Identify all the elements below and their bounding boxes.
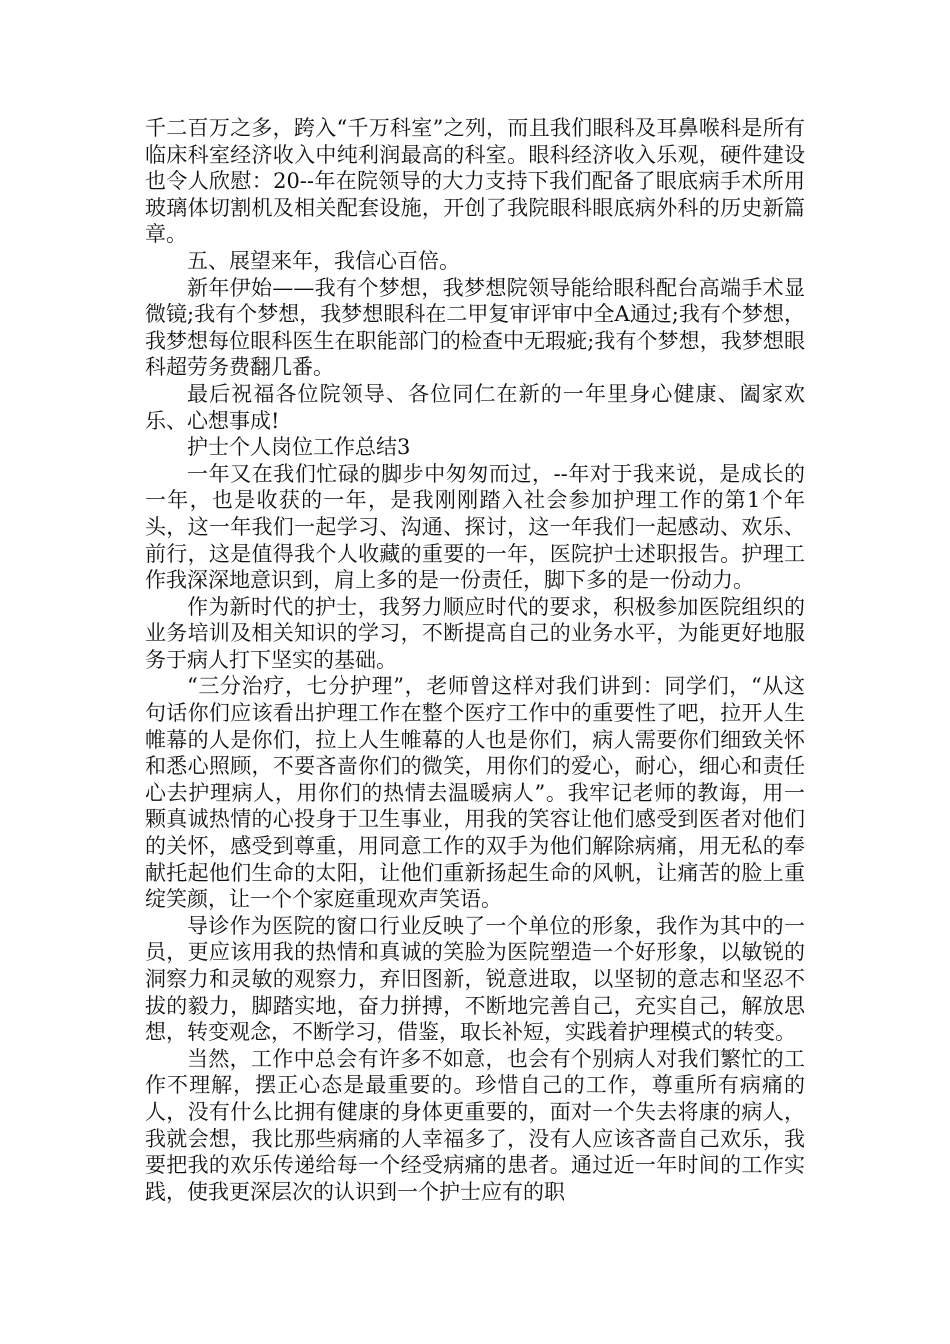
paragraph-closing-wishes: 最后祝福各位院领导、各位同仁在新的一年里身心健康、阖家欢乐、心想事成! — [145, 381, 805, 433]
paragraph-eye-dept-revenue: 千二百万之多，跨入“千万科室”之列，而且我们眼科及耳鼻喉科是所有临床科室经济收入中纯利润最高的科室。眼科经济收入乐观，硬件建设也令人欣慰：20--年在院领导的大力支持下我们配备了眼底病手术所用玻璃体切割机及相关配套设施，开创了我院眼科眼底病外科的历史新篇章。 — [145, 116, 805, 247]
section-heading-outlook: 五、展望来年，我信心百倍。 — [187, 248, 460, 273]
paragraph-attitude: 当然，工作中总会有许多不如意，也会有个别病人对我们繁忙的工作不理解，摆正心态是最重要的。珍惜自己的工作，尊重所有病痛的人，没有什么比拥有健康的身体更重要的，面对一个失去将康的病人，我就会想，我比那些病痛的人幸福多了，没有人应该吝啬自己欢乐，我要把我的欢乐传递给每一个经受病痛的患者。通过近一年时间的工作实践，使我更深层次的认识到一个护士应有的职 — [145, 1046, 805, 1204]
section-heading-nurse-summary-3: 护士个人岗位工作总结3 — [187, 435, 411, 460]
paragraph-guidance-role: 导诊作为医院的窗口行业反映了一个单位的形象，我作为其中的一员，更应该用我的热情和真诚的笑脸为医院塑造一个好形象，以敏锐的洞察力和灵敏的观察力，弃旧图新，锐意进取，以坚韧的意志和坚忍不拔的毅力，脚踏实地，奋力拼搏，不断地完善自己，充实自己，解放思想，转变观念，不断学习，借鉴，取长补短，实践着护理模式的转变。 — [145, 913, 805, 1045]
paragraph-training: 作为新时代的护士，我努力顺应时代的要求，积极参加医院组织的业务培训及相关知识的学习，不断提高自己的业务水平，为能更好地服务于病人打下坚实的基础。 — [145, 594, 805, 672]
paragraph-teacher-quote: “三分治疗，七分护理”，老师曾这样对我们讲到：同学们，“从这句话你们应该看出护理工作在整个医疗工作中的重要性了吧，拉开人生帷幕的人是你们，拉上人生帷幕的人也是你们，病人需要你们细致关怀和悉心照顾，不要吝啬你们的微笑，用你们的爱心，耐心，细心和责任心去护理病人，用你们的热情去温暖病人”。我牢记老师的教诲，用一颗真诚热情的心投身于卫生事业，用我的笑容让他们感受到医者对他们的关怀，感受到尊重，用同意工作的双手为他们解除病痛，用无私的奉献托起他们生命的太阳，让他们重新扬起生命的风帆，让痛苦的脸上重绽笑颜，让一个个家庭重现欢声笑语。 — [145, 674, 805, 912]
paragraph-new-year-dreams: 新年伊始——我有个梦想，我梦想院领导能给眼科配台高端手术显微镜;我有个梦想，我梦想眼科在二甲复审评审中全A通过;我有个梦想，我梦想每位眼科医生在职能部门的检查中无瑕疵;我有个梦想，我梦想眼科超劳务费翻几番。 — [145, 275, 805, 380]
document-page — [145, 115, 805, 1205]
paragraph-year-review: 一年又在我们忙碌的脚步中匆匆而过，--年对于我来说，是成长的一年，也是收获的一年，是我刚刚踏入社会参加护理工作的第1个年头，这一年我们一起学习、沟通、探讨，这一年我们一起感动、欢乐、前行，这是值得我个人收藏的重要的一年，医院护士述职报告。护理工作我深深地意识到，肩上多的是一份责任，脚下多的是一份动力。 — [145, 461, 805, 593]
